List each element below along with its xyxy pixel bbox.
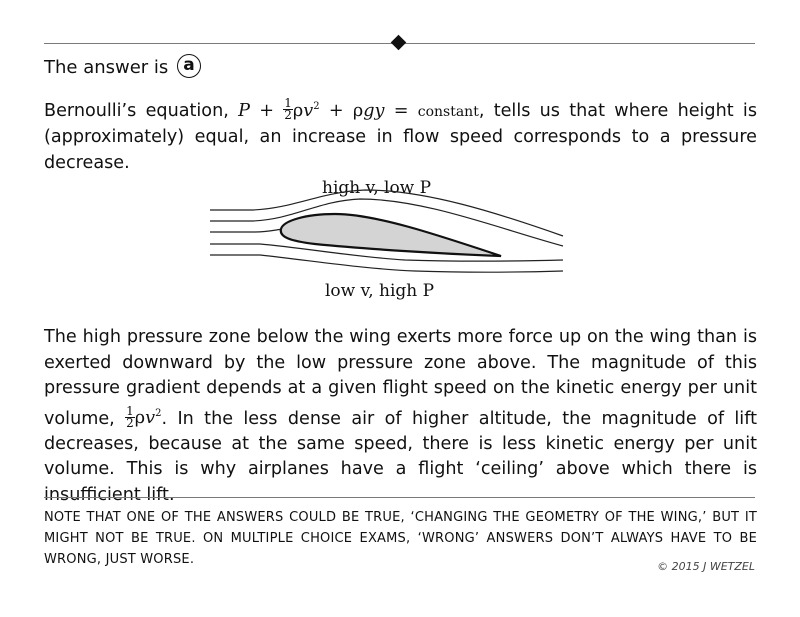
eq-P: P [238, 100, 250, 121]
answer-prefix: The answer is [44, 57, 169, 78]
ke-square: 2 [155, 408, 162, 420]
copyright: © 2015 J WETZEL [657, 560, 755, 573]
eq-gy: gy [363, 100, 385, 121]
eq-plus: + [249, 100, 284, 121]
kinetic-energy-term [125, 403, 162, 430]
bernoulli-paragraph [44, 94, 757, 176]
label-top: high v, low P [322, 178, 432, 198]
airfoil-diagram [205, 174, 565, 308]
para1-lead: Bernoulli’s equation, [44, 100, 239, 121]
footnote: NOTE THAT ONE OF THE ANSWERS COULD BE TRUE, ‘CHANGING THE GEOMETRY OF THE WING,’ BUT IT MIGHT NOT BE TRUE. ON MULTIPLE CHOICE EXAMS, ‘WRONG’ ANSWERS DON’T ALWAYS HAVE TO BE WRONG, JUST WORSE. [44, 510, 757, 567]
bottom-rule [44, 497, 755, 498]
eq-constant: constant [417, 103, 479, 120]
eq-plus-2: + [319, 100, 353, 121]
eq-half-den: 2 [284, 108, 292, 123]
para1-rest: , tells us that where height is (approximately) equal, an increase in flow speed corresponds to a pressure decrease. [44, 100, 757, 173]
ke-half-num: 1 [126, 403, 134, 418]
para2-text-b: . In the less dense air of higher altitude, the magnitude of lift decreases, because at the same speed, there is less kinetic energy per unit volume. This is why airplanes have a flight ‘ceiling’ above which there is insufficient lift. [44, 408, 757, 505]
ke-half-den: 2 [126, 415, 134, 430]
ke-half-fraction [125, 403, 135, 430]
eq-square: 2 [313, 101, 320, 112]
airfoil-svg [205, 174, 565, 304]
ke-rho: ρ [134, 408, 146, 429]
ke-v: v [145, 408, 156, 429]
lift-paragraph [44, 325, 757, 508]
bernoulli-equation [238, 96, 479, 123]
eq-equals: = [384, 100, 418, 121]
eq-v: v [303, 100, 314, 121]
eq-rho-2: ρ [352, 100, 364, 121]
streamline-5 [210, 255, 563, 272]
para2-text-a: The high pressure zone below the wing exerts more force up on the wing than is exerted downward by the low pressure zone above. The magnitude of this pressure gradient depends at a given flight speed on the kinetic energy per unit volume, [44, 327, 757, 429]
eq-half-num: 1 [284, 96, 292, 111]
answer-choice-circle: a [177, 54, 201, 78]
label-bottom: low v, high P [325, 281, 435, 301]
streamline-3 [210, 229, 283, 232]
eq-half-fraction [283, 98, 293, 121]
diamond-ornament [391, 35, 407, 51]
eq-rho: ρ [292, 100, 304, 121]
answer-line [44, 56, 201, 80]
